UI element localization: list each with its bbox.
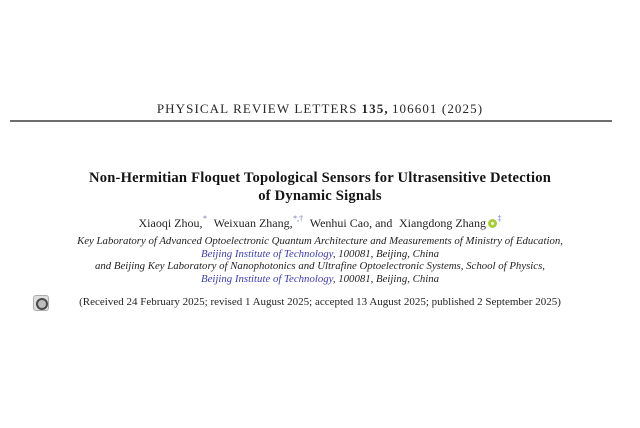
journal-running-head [0,101,640,117]
author-1 [214,216,304,230]
author-0 [139,216,208,230]
institution-link[interactable]: Beijing Institute of Technology [200,247,333,260]
author-3 [399,216,501,230]
affiliation-line3: and Beijing Key Laboratory of Nanophotonics and Ultrafine Optoelectronic Systems, School of Physics, [94,260,546,273]
author-1-name: Weixuan Zhang, [213,216,293,230]
author-0-name: Xiaoqi Zhou, [138,216,203,230]
received-history: (Received 24 February 2025; revised 1 August 2025; accepted 13 August 2025; published 2 September 2025) [79,296,561,308]
institution-link-2[interactable]: Beijing Institute of Technology [200,272,333,285]
author-3-name: Xiangdong Zhang [399,216,486,230]
affiliation-line2-rest: , 100081, Beijing, China [332,247,440,260]
affiliation-line2 [0,248,640,261]
author-2 [310,216,393,230]
orcid-icon[interactable] [488,219,497,228]
paper-title [0,169,640,205]
journal-name: PHYSICAL REVIEW LETTERS [156,101,358,116]
affiliation-line4 [0,273,640,286]
affiliation-line4-rest: , 100081, Beijing, China [332,272,440,285]
header-rule [10,120,612,122]
author-3-footnote-link[interactable]: ‡ [497,214,502,223]
author-0-footnote-link[interactable]: * [203,214,208,223]
paper-title-line2: of Dynamic Signals [258,188,382,204]
author-1-footnote-link[interactable]: *,† [293,214,304,223]
author-line [0,214,640,231]
affiliation-line1: Key Laboratory of Advanced Optoelectronic Quantum Architecture and Measurements of Ministry of Education, [77,235,563,247]
journal-article-id: 106601 (2025) [391,101,484,116]
author-2-name: Wenhui Cao, and [309,216,393,230]
affiliations [0,235,640,285]
journal-volume: 135, [361,101,389,116]
paper-title-line1: Non-Hermitian Floquet Topological Sensors for Ultrasensitive Detection [88,170,552,186]
